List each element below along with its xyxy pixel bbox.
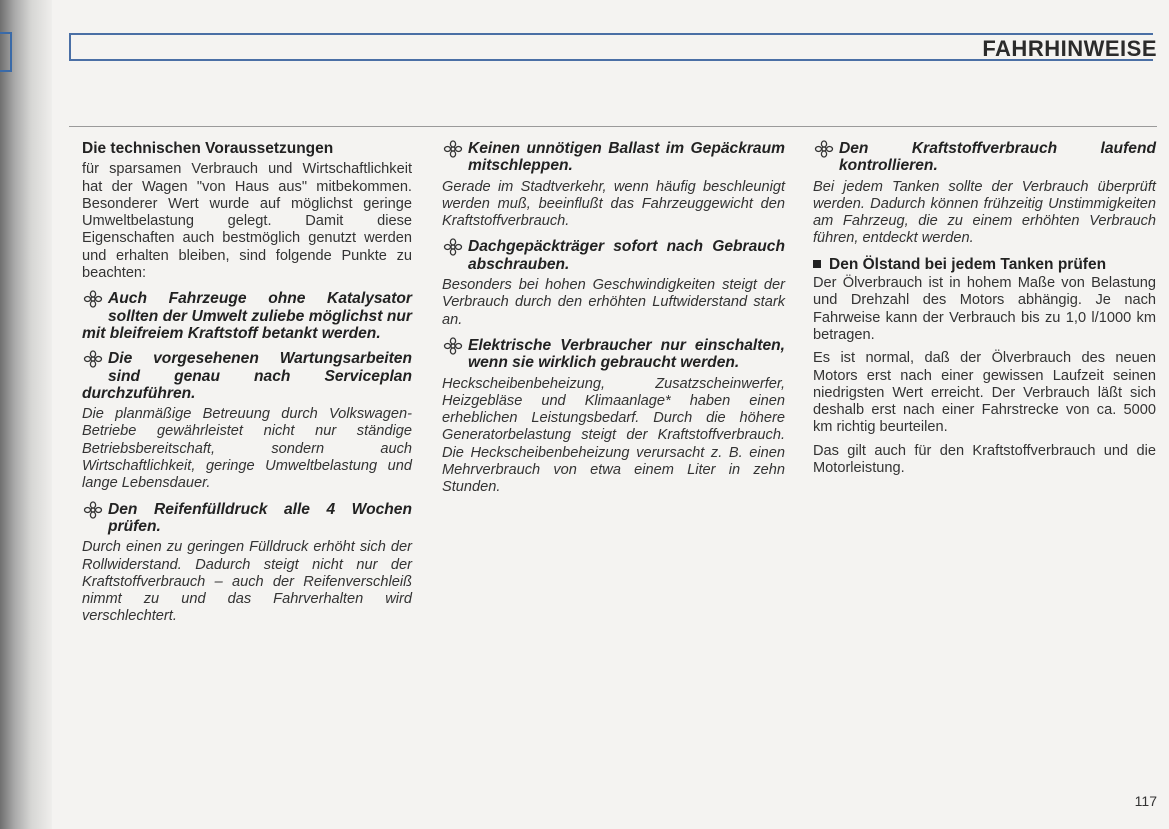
page-title: FAHRHINWEISE bbox=[982, 36, 1157, 61]
flower-icon bbox=[82, 350, 104, 368]
oil-paragraph-1: Der Ölverbrauch ist in hohem Maße von Belastung und Drehzahl des Motors abhängig. Je nach Fahrweise kann der Verbrauch bis zu 1,0 l/1000 km betragen. bbox=[813, 275, 1156, 343]
tire-paragraph: Durch einen zu geringen Fülldruck erhöht sich der Rollwiderstand. Dadurch steigt nicht nur der Kraftstoffverbrauch – auch der Reifenverschleiß nimmt zu und das Fahrverhalten wird verschlechtert. bbox=[82, 539, 412, 625]
tip-text: Elektrische Verbraucher nur einschalten, wenn sie wirklich gebraucht werden. bbox=[468, 336, 785, 372]
bullet-square-icon bbox=[813, 260, 821, 268]
column-right bbox=[813, 140, 1156, 483]
electrical-paragraph: Heckscheibenbeheizung, Zusatzscheinwerfer, Heizgebläse und Klimaanlage* haben einen erheblichen Leistungsbedarf. Durch die höhere Generatorbelastung steigt der Kraftstoffverbrauch. Die Heckscheibenbeheizung verursacht z. B. einen Mehrverbrauch von etwa einem Liter in zehn Stunden. bbox=[442, 375, 785, 496]
oil-level-heading bbox=[813, 256, 1156, 273]
book-binding-shadow bbox=[0, 0, 52, 829]
page-tab-marker bbox=[0, 32, 12, 72]
page-number: 117 bbox=[1134, 793, 1157, 809]
service-paragraph: Die planmäßige Betreuung durch Volkswagen-Betriebe gewährleistet nicht nur ständige Betriebsbereitschaft, sondern auch Wirtschaftlichkeit, geringe Umweltbelastung und lange Lebensdauer. bbox=[82, 406, 412, 492]
tip-text: Auch Fahrzeuge ohne Katalysator sollten der Umwelt zuliebe möglichst nur mit bleifreiem Kraftstoff betankt werden. bbox=[82, 290, 412, 342]
column-middle bbox=[442, 140, 785, 503]
flower-icon bbox=[82, 501, 104, 519]
fuel-monitor-paragraph: Bei jedem Tanken sollte der Verbrauch überprüft werden. Dadurch können frühzeitig Unstimmigkeiten am Fahrzeug, die zu einem erhöhten Verbrauch führen, entdeckt werden. bbox=[813, 178, 1156, 247]
flower-icon bbox=[82, 290, 104, 308]
flower-icon bbox=[442, 238, 464, 256]
tip-text: Den Reifenfülldruck alle 4 Wochen prüfen. bbox=[108, 500, 412, 535]
ballast-paragraph: Gerade im Stadtverkehr, wenn häufig beschleunigt werden muß, beeinflußt das Fahrzeuggewicht den Kraftstoffverbrauch. bbox=[442, 178, 785, 230]
column-left bbox=[82, 140, 412, 632]
tip-ballast bbox=[442, 140, 785, 175]
tip-text: Die vorgesehenen Wartungsarbeiten sind genau nach Serviceplan durchzuführen. bbox=[82, 350, 412, 402]
tip-fuel-monitor bbox=[813, 140, 1156, 175]
oil-heading-text: Den Ölstand bei jedem Tanken prüfen bbox=[829, 255, 1107, 273]
intro-paragraph: für sparsamen Verbrauch und Wirtschaftlichkeit hat der Wagen "von Haus aus" mitbekommen. Besonderer Wert wurde auf möglichst geringe Umweltbelastung gelegt. Damit diese Eigenschaften auch bestmöglich genutzt werden und erhalten bleiben, sind folgende Punkte zu beachten: bbox=[82, 161, 412, 282]
roof-rack-paragraph: Besonders bei hohen Geschwindigkeiten steigt der Verbrauch durch den erhöhten Luftwiderstand stark an. bbox=[442, 277, 785, 328]
oil-paragraph-2: Es ist normal, daß der Ölverbrauch des neuen Motors erst nach einer gewissen Laufzeit seinen niedrigsten Wert erreicht. Der Verbrauch läßt sich deshalb erst nach einer Fahrstrecke von ca. 5000 km richtig beurteilen. bbox=[813, 350, 1156, 436]
tip-electrical bbox=[442, 337, 785, 372]
tip-catalyst bbox=[82, 290, 412, 342]
tip-text: Dachgepäckträger sofort nach Gebrauch abschrauben. bbox=[468, 238, 785, 273]
tip-roof-rack bbox=[442, 238, 785, 273]
flower-icon bbox=[813, 140, 835, 158]
tip-text: Keinen unnötigen Ballast im Gepäckraum mitschleppen. bbox=[468, 140, 785, 175]
tip-text: Den Kraftstoffverbrauch laufend kontrollieren. bbox=[839, 140, 1156, 175]
flower-icon bbox=[442, 337, 464, 355]
tip-service bbox=[82, 350, 412, 402]
oil-paragraph-3: Das gilt auch für den Kraftstoffverbrauch und die Motorleistung. bbox=[813, 442, 1156, 477]
tip-tire-pressure bbox=[82, 501, 412, 536]
section-heading: Die technischen Voraussetzungen bbox=[82, 140, 334, 157]
header-rule bbox=[69, 126, 1157, 127]
flower-icon bbox=[442, 140, 464, 158]
